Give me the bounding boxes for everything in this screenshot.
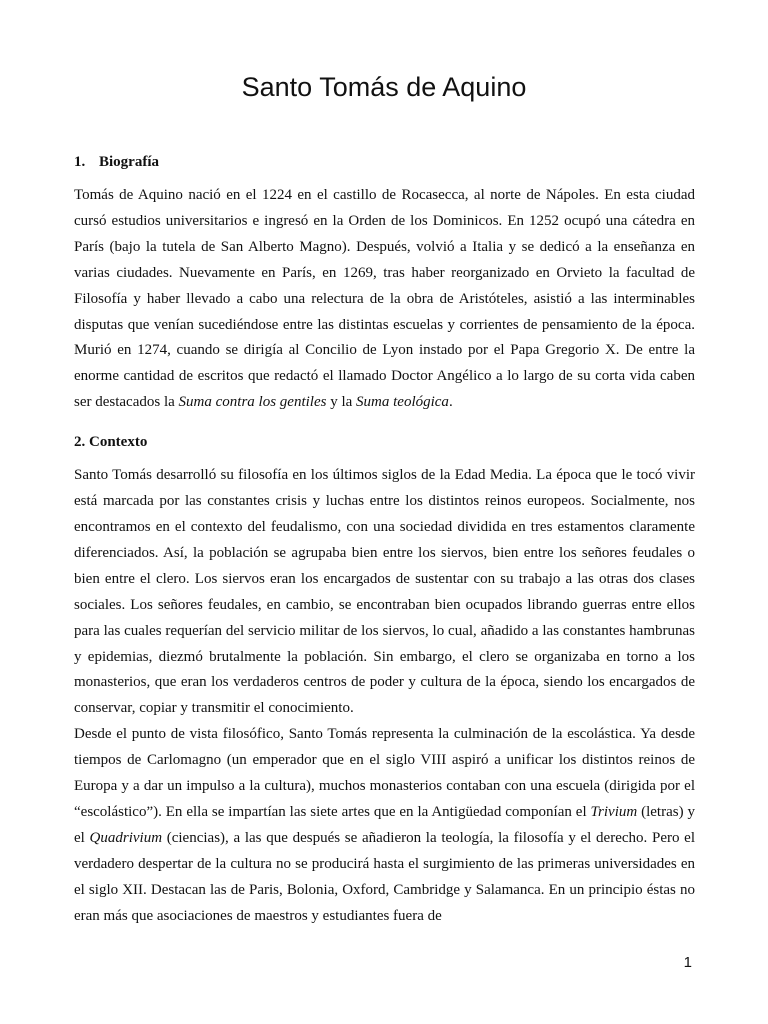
term-italic: Trivium: [590, 803, 638, 820]
section-number: 2.: [74, 434, 86, 451]
section-number: 1.: [74, 154, 86, 170]
book-title-italic: Suma contra los gentiles: [178, 394, 327, 411]
paragraph-text: Santo Tomás desarrolló su filosofía en los últimos siglos de la Edad Media. La época que le tocó vivir está marcada por las constantes crisis y luchas entre los distintos reinos europeos. Socialmente, nos encontramos en el contexto del feudalismo, con una sociedad dividida en tres estamentos claramente diferenciados. Así, la población se agrupaba bien entre los siervos, bien entre los señores feudales o bien entre el clero. Los siervos eran los encargados de sustentar con su trabajo a las otras dos clases sociales. Los señores feudales, en cambio, se encontraban bien ocupados librando guerras entre ellos para las cuales requerían del servicio militar de los siervos, lo cual, añadido a las constantes hambrunas y epidemias, diezmó brutalmente la población. Sin embargo, el clero se organizaba en torno a los monasterios, que eran los verdaderos centros de poder y cultura de la época, siendo los encargados de conservar, copiar y transmitir el conocimiento.: [74, 467, 695, 717]
section-title: Contexto: [89, 434, 148, 451]
paragraph-text: Tomás de Aquino nació en el 1224 en el castillo de Rocasecca, al norte de Nápoles. En esta ciudad cursó estudios universitarios e ingresó en la Orden de los Dominicos. En 1252 ocupó una cátedra en París (bajo la tutela de San Alberto Magno). Después, volvió a Italia y se dedicó a la enseñanza en varias ciudades. Nuevamente en París, en 1269, tras haber reorganizado en Orvieto la facultad de Filosofía y haber llevado a cabo una relectura de la obra de Aristóteles, asistió a las interminables disputas que venían sucediéndose entre las distintas escuelas y corrientes de pensamiento de la época. Murió en 1274, cuando se dirigía al Concilio de Lyon instado por el Papa Gregorio X. De entre la enorme cantidad de escritos que redactó el llamado Doctor Angélico a lo largo de su corta vida caben ser destacados la: [74, 187, 695, 411]
paragraph-text: .: [448, 394, 453, 411]
section-heading-contexto: [74, 430, 695, 455]
page-number: 1: [683, 954, 692, 971]
paragraph-text: (ciencias), a las que después se añadieron la teología, la filosofía y el derecho. Pero el verdadero despertar de la cultura no se producirá hasta el surgimiento de las primeras universidades en el siglo XII. Destacan las de Paris, Bolonia, Oxford, Cambridge y Salamanca. En un principio éstas no eran más que asociaciones de maestros y estudiantes fuera de: [74, 829, 695, 924]
book-title-italic: Suma teológica: [356, 394, 449, 411]
paragraph-biografia: [74, 183, 695, 416]
term-italic: Quadrivium: [89, 829, 163, 846]
page-title: Santo Tomás de Aquino: [241, 72, 527, 102]
section-heading-biografia: [74, 150, 695, 175]
paragraph-contexto-filosofico: [74, 722, 695, 929]
paragraph-text: (letras) y el: [74, 803, 695, 846]
paragraph-contexto-social: [74, 463, 695, 722]
section-title: Biografía: [99, 154, 159, 170]
document-body: [74, 150, 695, 929]
paragraph-text: Desde el punto de vista filosófico, Santo Tomás representa la culminación de la escolástica. Ya desde tiempos de Carlomagno (un emperador que en el siglo VIII aspiró a unificar los distintos reinos de Europa y a dar un impulso a la cultura), muchos monasterios contaban con una escuela (dirigida por el “escolástico”). En ella se impartían las siete artes que en la Antigüedad componían el: [74, 726, 695, 820]
paragraph-text: y la: [326, 394, 357, 411]
